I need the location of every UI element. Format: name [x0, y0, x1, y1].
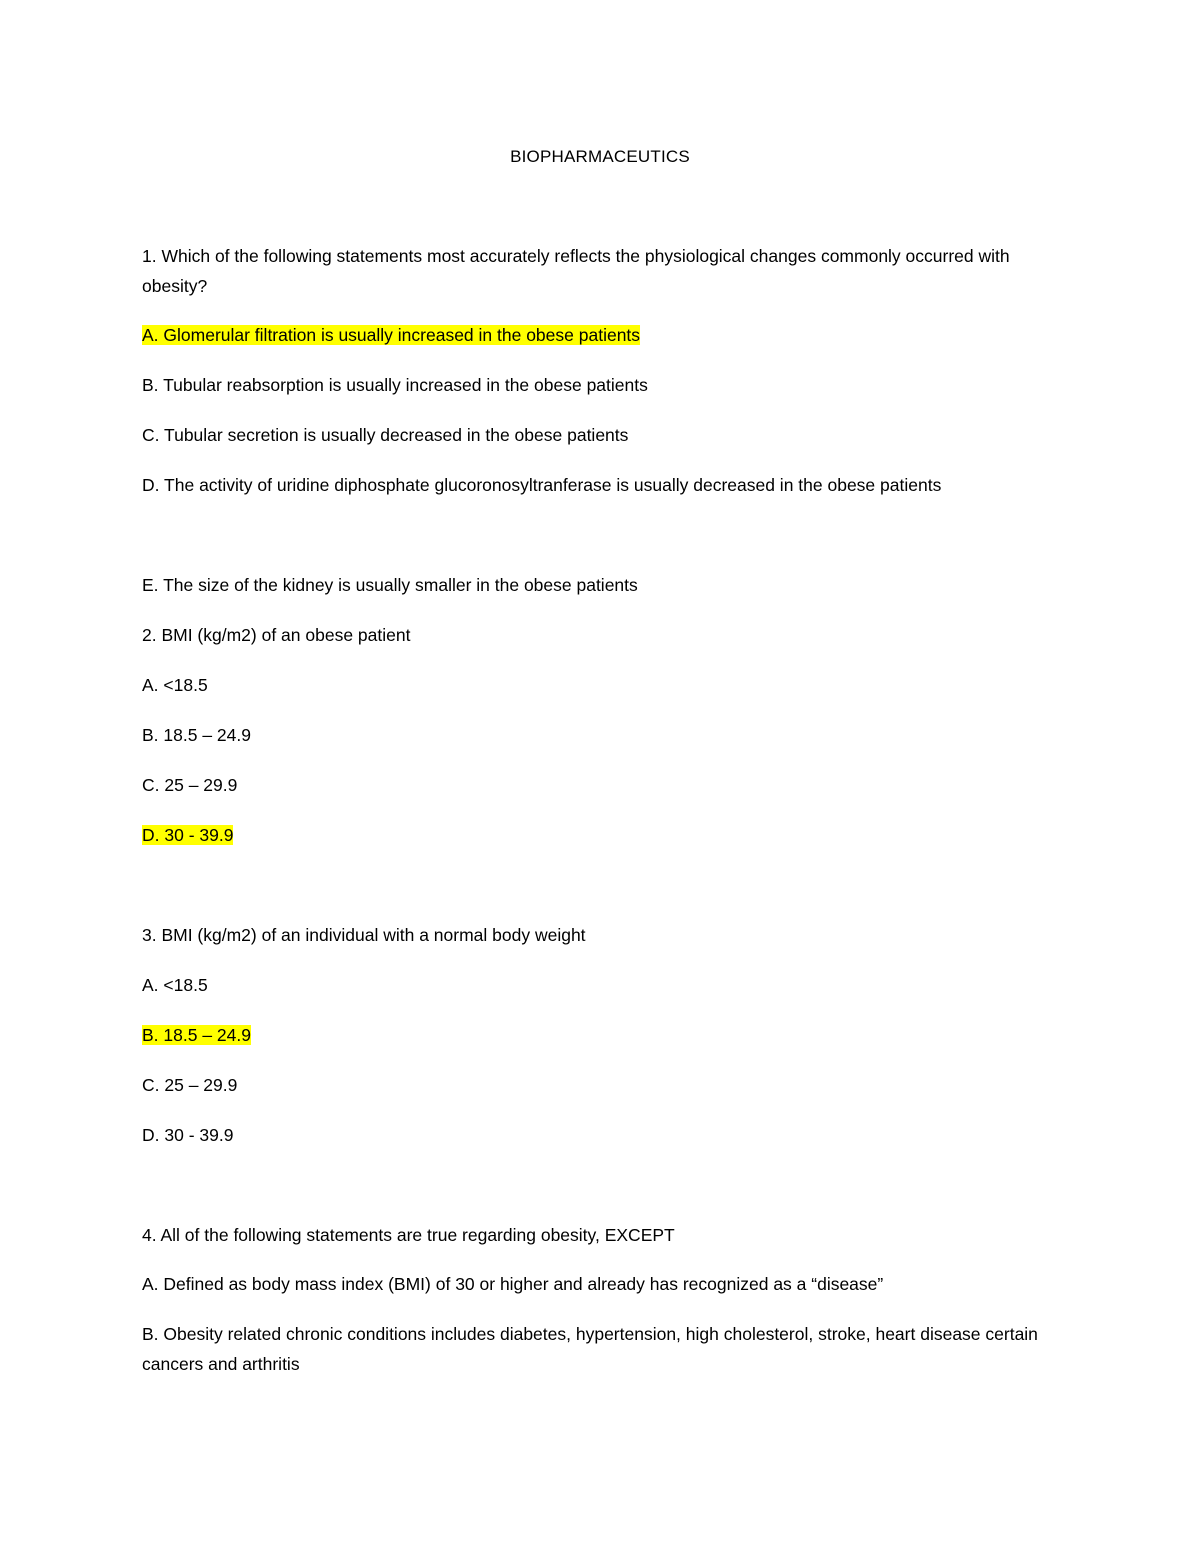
question-2-option-d [142, 820, 233, 850]
question-2-option-a: A. <18.5 [142, 675, 208, 695]
question-3-option-c: C. 25 – 29.9 [142, 1075, 238, 1095]
highlighted-answer: B. 18.5 – 24.9 [142, 1025, 251, 1045]
question-3-option-b [142, 1020, 251, 1050]
question-3-option-d: D. 30 - 39.9 [142, 1125, 234, 1145]
question-1-option-e: E. The size of the kidney is usually smaller in the obese patients [142, 575, 638, 595]
question-1-option-b: B. Tubular reabsorption is usually increased in the obese patients [142, 375, 648, 395]
document-title: BIOPHARMACEUTICS [510, 147, 690, 166]
question-4-text: 4. All of the following statements are true regarding obesity, EXCEPT [142, 1225, 675, 1245]
question-1-option-a [142, 320, 640, 350]
highlighted-answer: D. 30 - 39.9 [142, 825, 234, 845]
highlighted-answer: A. Glomerular filtration is usually increased in the obese patients [142, 325, 641, 345]
question-1-text: 1. Which of the following statements most accurately reflects the physiological changes commonly occurred with obesity? [142, 246, 1010, 296]
question-2-text: 2. BMI (kg/m2) of an obese patient [142, 625, 411, 645]
question-3-option-a: A. <18.5 [142, 975, 208, 995]
question-3-text: 3. BMI (kg/m2) of an individual with a normal body weight [142, 925, 586, 945]
question-2-option-c: C. 25 – 29.9 [142, 775, 238, 795]
question-4-option-b: B. Obesity related chronic conditions includes diabetes, hypertension, high cholesterol, stroke, heart disease certain cancers and arthritis [142, 1324, 1038, 1374]
question-1-option-d: D. The activity of uridine diphosphate glucoronosyltranferase is usually decreased in the obese patients [142, 475, 942, 495]
question-4-option-a: A. Defined as body mass index (BMI) of 30 or higher and already has recognized as a “disease” [142, 1274, 884, 1294]
question-1-option-c: C. Tubular secretion is usually decreased in the obese patients [142, 425, 629, 445]
question-2-option-b: B. 18.5 – 24.9 [142, 725, 251, 745]
